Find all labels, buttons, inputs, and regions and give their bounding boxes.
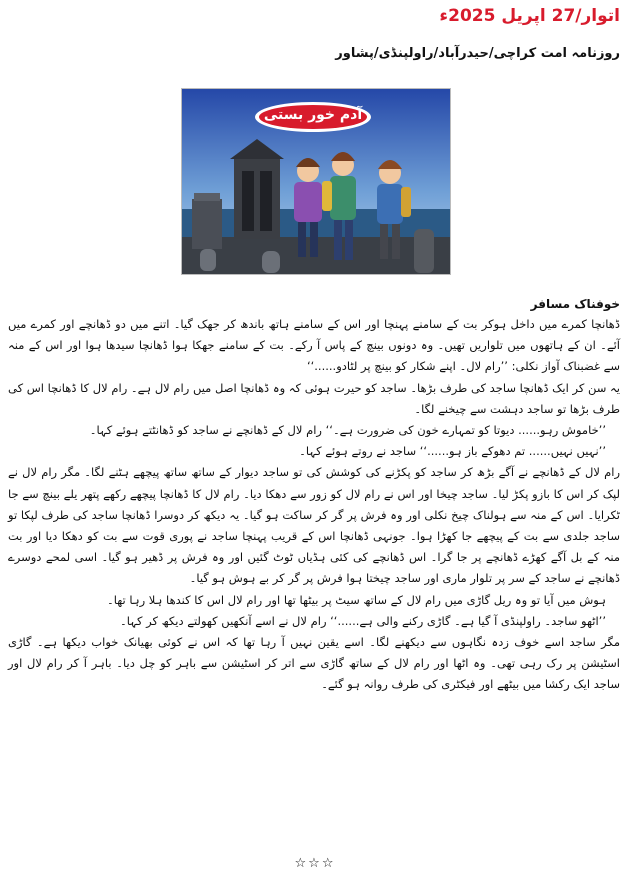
end-stars-divider: ☆☆☆ [294,856,336,871]
story-body [8,294,620,696]
story-dialogue: ’’اٹھو ساجد۔ راولپنڈی آ گیا ہے۔ گاڑی رکنے والی ہے......‘‘ رام لال نے اسے آنکھیں کھولتے دیکھ کر کہا۔ [120,613,606,628]
publication-date: اتوار/27 اپریل 2025ء [439,6,620,26]
publication-line: روزنامہ امت کراچی/حیدرآباد/راولپنڈی/پشاور [335,46,620,61]
story-paragraph: ڈھانچا کمرے میں داخل ہوکر بت کے سامنے پہنچا اور اس کے سامنے ہاتھ باندھ کر جھک گیا۔ اتنے میں دو ڈھانچے اور کمرے میں آئے۔ ان کے ہاتھوں میں تلواریں تھیں۔ وہ دونوں بینچ کے پاس آ رکے۔ بت کے سامنے جھکا ہوا ڈھانچا سیدھا ہوا اور اس کے منہ سے غضبناک آواز نکلی: ’’رام لال۔ اپنے شکار کو بینچ پر لٹادو......‘‘ [8,317,620,374]
story-paragraph: یہ سن کر ایک ڈھانچا ساجد کی طرف بڑھا۔ ساجد کو حیرت ہوئی کہ وہ ڈھانچا اصل میں رام لال ہے۔ رام لال کا ڈھانچا اس کی طرف بڑھا تو ساجد دہشت سے چیخنے لگا۔ [8,380,620,416]
story-illustration [181,88,451,275]
story-dialogue: ’’نہیں نہیں...... تم دھوکے باز ہو......‘‘ ساجد نے روتے ہوئے کہا۔ [299,444,606,459]
story-paragraph: ہوش میں آیا تو وہ ریل گاڑی میں رام لال کے ساتھ سیٹ پر بیٹھا تھا اور رام لال اس کا کندھا ہلا رہا تھا۔ [106,592,606,607]
story-paragraph: رام لال کے ڈھانچے نے آگے بڑھ کر ساجد کو پکڑنے کی کوشش کی تو ساجد دیوار کے ساتھ ساتھ پیچھے ہٹنے لگا۔ مگر رام لال نے لپک کر اس کا بازو پکڑ لیا۔ ساجد چیخا اور اس نے رام لال کو زور سے دھکا دیا۔ رام لال کا ڈھانچا پیچھے رکھے پتھر یلے بینچ سے جا ٹکرایا۔ اس کے منہ سے ہولناک چیخ نکلی اور وہ فرش پر گر کر ساکت ہو گیا۔ یہ دیکھ کر دوسرا ڈھانچا ساجد کی طرف لپکا تو ساجد جلدی سے بت کے پیچھے جا کھڑا ہوا۔ جونہی ڈھانچا اس کے قریب پہنچا ساجد نے پوری قوت سے بت کو دھکا دیا اور بت منہ کے بل آگے کھڑے ڈھانچے پر جا گرا۔ اس ڈھانچے کی کئی ہڈیاں ٹوٹ گئیں اور وہ فرش پر ڈھیر ہو گیا۔ اسی لمحے دوسرے ڈھانچے نے ساجد کے سر پر تلوار ماری اور ساجد چیختا ہوا فرش پر گر کر بے ہوش ہو گیا۔ [8,465,620,586]
illustration-banner: آدم خور بستی [263,107,363,123]
story-title: خوفناک مسافر [530,297,620,311]
story-paragraph: مگر ساجد اسے خوف زدہ نگاہوں سے دیکھنے لگا۔ اسے یقین نہیں آ رہا تھا کہ اس نے کوئی بھیانک خواب دیکھا ہے۔ گاڑی اسٹیشن پر رک رہی تھی۔ وہ اٹھا اور رام لال کے ساتھ گاڑی سے اتر کر اسٹیشن سے باہر کو چل دیا۔ باہر آ کر رام لال اور ساجد ایک رکشا میں بیٹھے اور فیکٹری کی طرف روانہ ہو گئے۔ [8,635,620,692]
story-dialogue: ’’خاموش رہو...... دیوتا کو تمہارے خون کی ضرورت ہے۔‘‘ رام لال کے ڈھانچے نے ساجد کو ڈھانٹتے ہوئے کہا۔ [89,423,606,438]
